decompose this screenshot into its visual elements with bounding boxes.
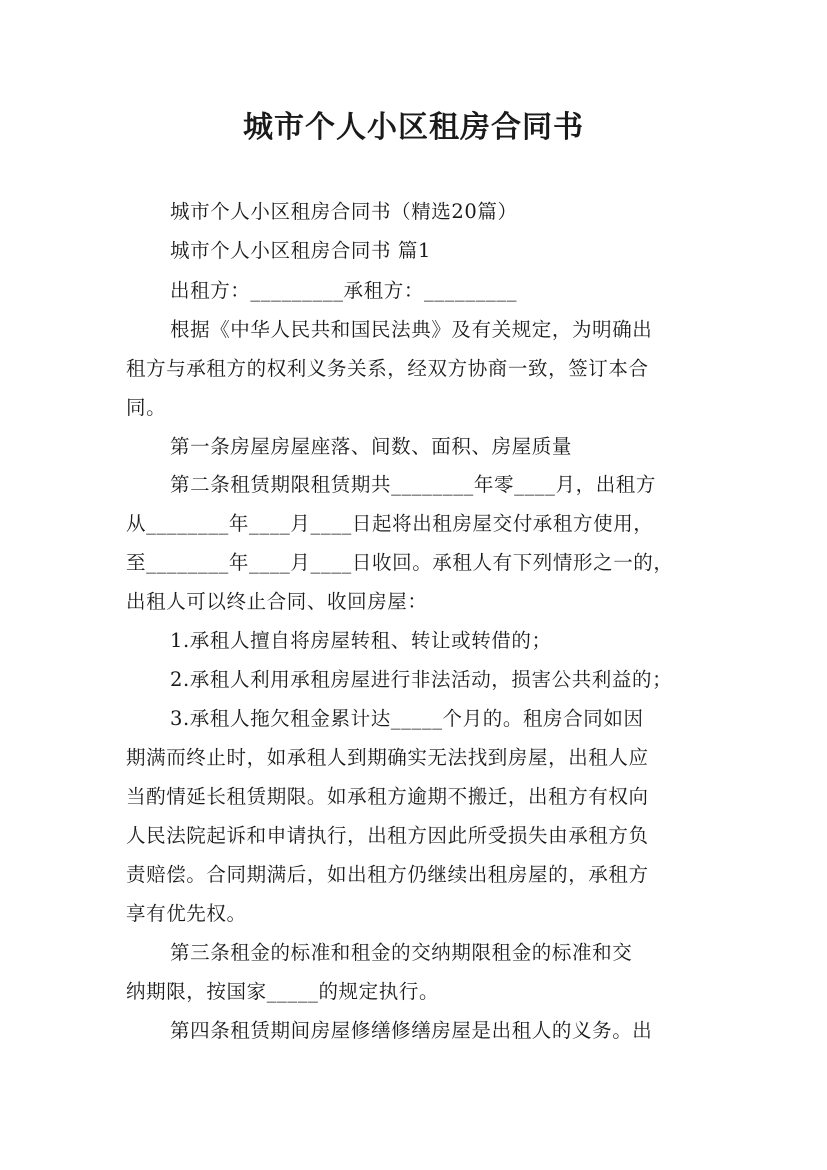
clause-line: 第四条租赁期间房屋修缮修缮房屋是出租人的义务。出 <box>170 1019 653 1042</box>
paragraph-line: 当酌情延长租赁期限。如承租方逾期不搬迁，出租方有权向 <box>126 785 649 808</box>
parties-line: 出租方：_________承租方：_________ <box>170 279 518 302</box>
paragraph-line: 同。 <box>126 396 167 419</box>
paragraph-line: 根据《中华人民共和国民法典》及有关规定，为明确出 <box>170 318 653 341</box>
paragraph-line: 责赔偿。合同期满后，如出租方仍继续出租房屋的，承租方 <box>126 863 649 886</box>
paragraph-line: 人民法院起诉和申请执行，出租方因此所受损失由承租方负 <box>126 824 649 847</box>
list-item: 1.承租人擅自将房屋转租、转让或转借的； <box>170 629 552 652</box>
paragraph-line: 享有优先权。 <box>126 902 247 925</box>
clause-line: 第二条租赁期限租赁期共________年零____月，出租方 <box>170 473 656 496</box>
list-item: 2.承租人利用承租房屋进行非法活动，损害公共利益的； <box>170 668 673 691</box>
document-title: 城市个人小区租房合同书 <box>243 110 584 145</box>
paragraph-line: 租方与承租方的权利义务关系，经双方协商一致，签订本合 <box>126 357 649 380</box>
paragraph-line: 期满而终止时，如承租人到期确实无法找到房屋，出租人应 <box>126 746 649 769</box>
clause-line: 第一条房屋房屋座落、间数、面积、房屋质量 <box>170 435 573 458</box>
subtitle-line: 城市个人小区租房合同书（精选20篇） <box>170 200 518 223</box>
paragraph-line: 至________年____月____日收回。承租人有下列情形之一的， <box>126 551 674 574</box>
list-item: 3.承租人拖欠租金累计达_____个月的。租房合同如因 <box>170 707 644 730</box>
paragraph-line: 纳期限，按国家_____的规定执行。 <box>126 980 440 1003</box>
paragraph-line: 从________年____月____日起将出租房屋交付承租方使用， <box>126 512 654 535</box>
paragraph-line: 出租人可以终止合同、收回房屋： <box>126 590 428 613</box>
section-heading: 城市个人小区租房合同书 篇1 <box>170 239 432 262</box>
clause-line: 第三条租金的标准和租金的交纳期限租金的标准和交 <box>170 941 633 964</box>
